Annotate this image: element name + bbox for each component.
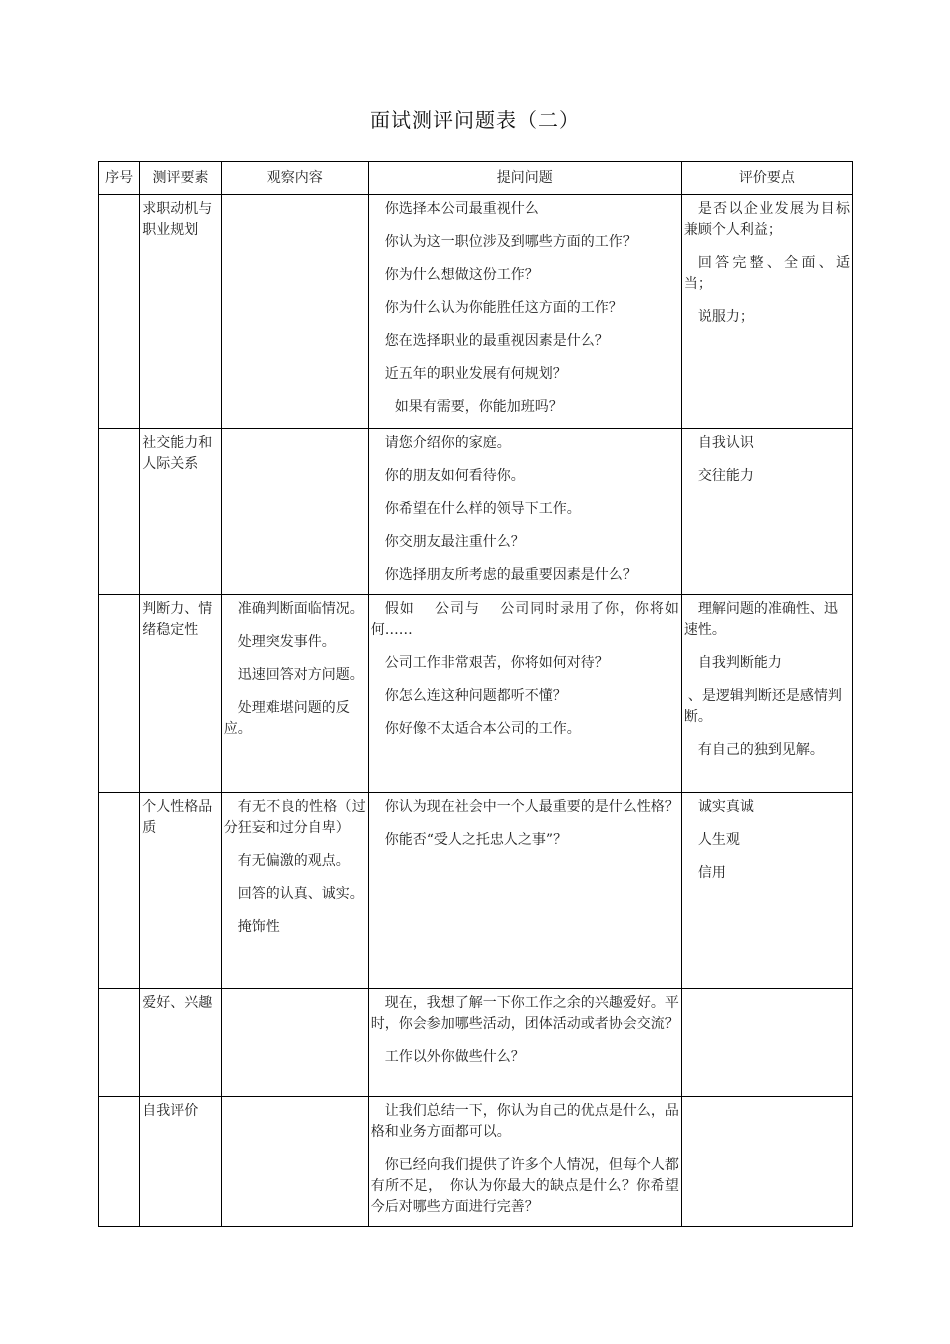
element-cell xyxy=(140,195,222,429)
table-row xyxy=(99,595,853,793)
index-cell xyxy=(99,989,140,1097)
question-text: 你怎么连这种问题都听不懂？ xyxy=(384,688,567,704)
index-cell xyxy=(99,793,140,989)
observe-cell xyxy=(221,595,368,793)
question-text: 工作以外你做些什么？ xyxy=(384,1049,525,1065)
index-cell xyxy=(99,429,140,595)
index-cell xyxy=(99,195,140,429)
observe-text: 掩饰性 xyxy=(237,919,280,935)
points-cell xyxy=(681,429,852,595)
question-cell xyxy=(368,195,681,429)
interview-table xyxy=(98,161,853,1227)
question-text: 你好像不太适合本公司的工作。 xyxy=(384,721,581,737)
observe-cell xyxy=(221,1097,368,1227)
observe-cell xyxy=(221,429,368,595)
table-header-row xyxy=(99,162,853,195)
point-text: 诚实真诚 xyxy=(697,799,754,815)
table-row xyxy=(99,1097,853,1227)
observe-text: 迅速回答对方问题。 xyxy=(237,667,364,683)
element-text: 自我评价 xyxy=(142,1103,199,1119)
page-title: 面试测评问题表（二） xyxy=(370,108,580,132)
question-text: 近五年的职业发展有何规划？ xyxy=(384,366,567,382)
question-text: 请您介绍你的家庭。 xyxy=(384,435,511,451)
question-cell xyxy=(368,595,681,793)
element-text: 判断力、情绪稳定性 xyxy=(142,601,213,638)
point-text: 、是逻辑判断还是感情判断。 xyxy=(683,688,842,725)
question-text: 现在，我想了解一下你工作之余的兴趣爱好。平时，你会参加哪些活动，团体活动或者协会交流？ xyxy=(370,995,679,1032)
observe-cell xyxy=(221,793,368,989)
header-observe: 观察内容 xyxy=(221,162,368,195)
question-text: 你认为这一职位涉及到哪些方面的工作？ xyxy=(384,234,637,250)
points-cell xyxy=(681,989,852,1097)
observe-cell xyxy=(221,195,368,429)
question-cell xyxy=(368,989,681,1097)
point-text: 人生观 xyxy=(697,832,740,848)
observe-cell xyxy=(221,989,368,1097)
element-text: 个人性格品质 xyxy=(142,799,213,836)
point-text: 信用 xyxy=(697,865,726,881)
question-text: 你认为现在社会中一个人最重要的是什么性格？ xyxy=(384,799,679,815)
points-cell xyxy=(681,595,852,793)
element-cell xyxy=(140,793,222,989)
point-text: 理解问题的准确性、迅速性。 xyxy=(683,601,838,638)
header-element: 测评要素 xyxy=(140,162,222,195)
question-text: 你交朋友最注重什么？ xyxy=(384,534,525,550)
point-text: 是否以企业发展为目标兼顾个人利益； xyxy=(683,201,850,238)
table-row xyxy=(99,195,853,429)
header-index: 序号 xyxy=(99,162,140,195)
point-text: 自我认识 xyxy=(697,435,754,451)
question-text: 让我们总结一下，你认为自己的优点是什么，品格和业务方面都可以。 xyxy=(370,1103,679,1140)
element-cell xyxy=(140,989,222,1097)
question-cell xyxy=(368,1097,681,1227)
element-text: 社交能力和人际关系 xyxy=(142,435,213,472)
table-row xyxy=(99,793,853,989)
question-text: 你选择朋友所考虑的最重要因素是什么？ xyxy=(384,567,637,583)
index-cell xyxy=(99,595,140,793)
question-text: 你为什么想做这份工作？ xyxy=(384,267,539,283)
observe-text: 有无不良的性格（过分狂妄和过分自卑） xyxy=(223,799,366,836)
question-text: 你为什么认为你能胜任这方面的工作？ xyxy=(384,300,623,316)
observe-text: 准确判断面临情况。 xyxy=(237,601,364,617)
question-cell xyxy=(368,793,681,989)
element-cell xyxy=(140,595,222,793)
table-row xyxy=(99,429,853,595)
element-text: 爱好、兴趣 xyxy=(142,995,213,1011)
question-text: 你选择本公司最重视什么 xyxy=(384,201,539,217)
header-question: 提问问题 xyxy=(368,162,681,195)
table-row xyxy=(99,989,853,1097)
point-text: 说服力； xyxy=(697,309,754,325)
observe-text: 处理突发事件。 xyxy=(237,634,336,650)
element-text: 求职动机与职业规划 xyxy=(142,201,213,238)
question-text: 如果有需要，你能加班吗？ xyxy=(394,399,563,415)
point-text: 自我判断能力 xyxy=(697,655,782,671)
question-text: 您在选择职业的最重视因素是什么？ xyxy=(384,333,609,349)
index-cell xyxy=(99,1097,140,1227)
question-text: 你能否“受人之托忠人之事”？ xyxy=(384,832,568,848)
question-text: 你希望在什么样的领导下工作。 xyxy=(384,501,581,517)
question-text: 公司工作非常艰苦，你将如何对待？ xyxy=(384,655,609,671)
question-text: 你已经向我们提供了许多个人情况，但每个人都有所不足， 你认为你最大的缺点是什么？你希望今后对哪些方面进行完善？ xyxy=(370,1157,679,1215)
observe-text: 有无偏激的观点。 xyxy=(237,853,350,869)
points-cell xyxy=(681,1097,852,1227)
header-points: 评价要点 xyxy=(681,162,852,195)
question-text: 假如 公司与 公司同时录用了你，你将如何…… xyxy=(370,601,679,638)
question-text: 你的朋友如何看待你。 xyxy=(384,468,525,484)
element-cell xyxy=(140,1097,222,1227)
point-text: 有自己的独到见解。 xyxy=(697,742,824,758)
observe-text: 处理难堪问题的反应。 xyxy=(223,700,350,737)
question-cell xyxy=(368,429,681,595)
points-cell xyxy=(681,195,852,429)
points-cell xyxy=(681,793,852,989)
point-text: 回答完整、全面、适当； xyxy=(683,255,850,292)
point-text: 交往能力 xyxy=(697,468,754,484)
element-cell xyxy=(140,429,222,595)
observe-text: 回答的认真、诚实。 xyxy=(237,886,364,902)
